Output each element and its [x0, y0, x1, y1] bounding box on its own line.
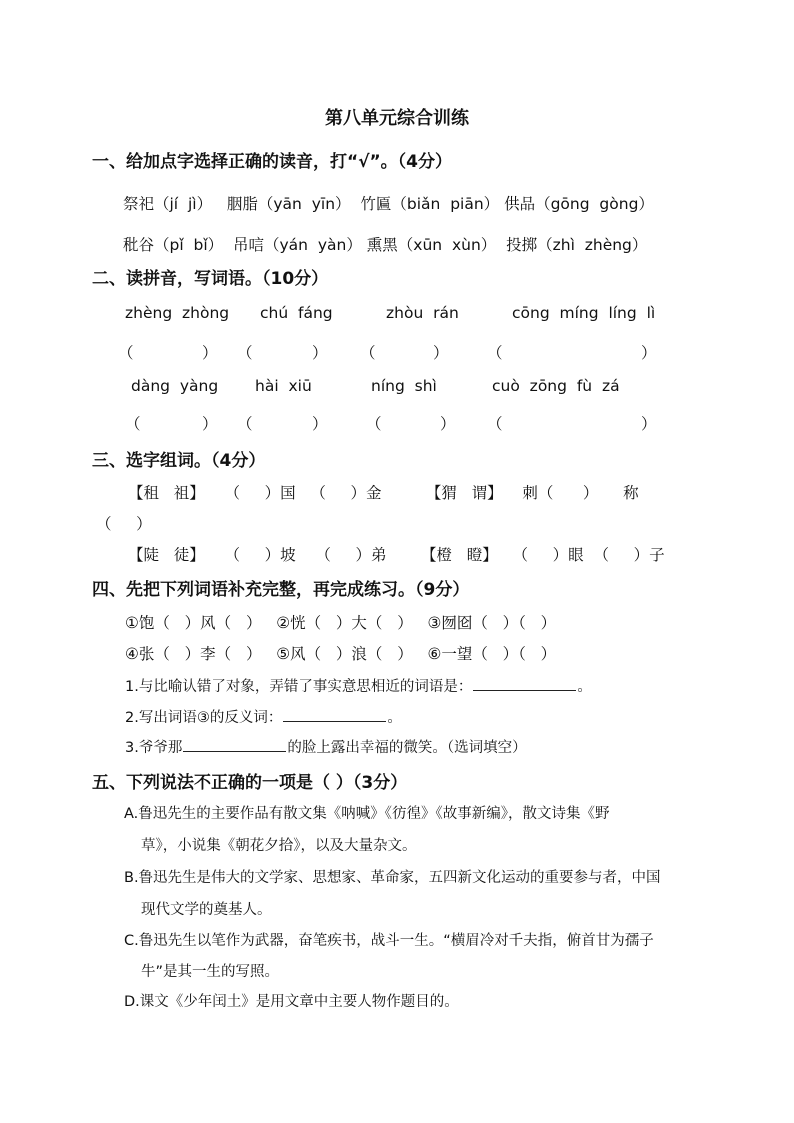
- question-3-text: 3.爷爷那: [125, 740, 183, 756]
- section-3-line-1: 【租 祖】 （ ）国 （ ）金 【猬 谓】 刺（ ） 称: [128, 484, 639, 502]
- section-4-words-2: ④张（ ）李（ ） ⑤风（ ）浪（ ） ⑥一望（ ）（ ）: [125, 645, 557, 663]
- answer-paren-close: ）: [641, 344, 657, 362]
- question-1-text: 1.与比喻认错了对象，弄错了事实意思相近的词语是：: [125, 679, 473, 695]
- answer-paren-close: ）: [202, 344, 218, 362]
- option-b-line-2: 现代文学的奠基人。: [141, 902, 272, 918]
- answer-paren-close: ）: [312, 344, 328, 362]
- question-3-end: 的脸上露出幸福的微笑。（选词填空）: [287, 740, 527, 756]
- answer-paren-open: （: [118, 344, 134, 362]
- section-1-line-2: 秕谷（pǐ bǐ） 吊唁（yán yàn） 熏黑（xūn xùn） 投掷（zhì zhèng）: [123, 236, 648, 254]
- answer-paren-open: （: [366, 415, 382, 433]
- section-4-heading: 四、先把下列词语补充完整，再完成练习。（9分）: [92, 580, 470, 600]
- section-1-heading: 一、给加点字选择正确的读音，打“√”。（4分）: [92, 152, 453, 172]
- answer-paren-open: （: [237, 344, 253, 362]
- option-a-line-2: 草》，小说集《朝花夕拾》，以及大量杂文。: [141, 838, 417, 854]
- answer-paren-open: （: [487, 344, 503, 362]
- question-1: [125, 675, 592, 696]
- section-4-words-1: ①饱（ ）风（ ） ②恍（ ）大（ ） ③囫囵（ ）（ ）: [125, 614, 557, 632]
- answer-paren-close: ）: [312, 415, 328, 433]
- option-a-line-1: A.鲁迅先生的主要作品有散文集《呐喊》《彷徨》《故事新编》，散文诗集《野: [124, 806, 610, 822]
- section-3-heading: 三、选字组词。（4分）: [92, 451, 266, 471]
- option-c-line-2: 牛”是其一生的写照。: [141, 964, 280, 980]
- answer-paren-close: ）: [202, 415, 218, 433]
- answer-paren-open: （: [237, 415, 253, 433]
- pinyin-3: zhòu rán: [386, 304, 459, 322]
- answer-paren-open: （: [360, 344, 376, 362]
- page-title: 第八单元综合训练: [325, 108, 469, 129]
- pinyin-2: chú fáng: [260, 304, 333, 322]
- option-b-line-1: B.鲁迅先生是伟大的文学家、思想家、革命家，五四新文化运动的重要参与者，中国: [124, 870, 661, 886]
- section-3-line-1-wrap: （ ）: [96, 515, 152, 533]
- pinyin-6: hài xiū: [255, 377, 312, 395]
- question-3: [125, 736, 527, 757]
- section-1-line-1: 祭祀（jí jì） 胭脂（yān yīn） 竹匾（biǎn piān） 供品（gōng gòng）: [123, 195, 654, 213]
- answer-blank[interactable]: [183, 736, 286, 752]
- pinyin-8: cuò zōng fù zá: [492, 377, 620, 395]
- answer-paren-open: （: [125, 415, 141, 433]
- pinyin-4: cōng míng líng lì: [512, 304, 656, 322]
- pinyin-7: níng shì: [371, 377, 437, 395]
- question-2: [125, 706, 402, 727]
- section-3-line-2: 【陡 徒】 （ ）坡 （ ）弟 【橙 瞪】 （ ）眼 （ ）子: [128, 546, 665, 564]
- answer-blank[interactable]: [473, 675, 576, 691]
- section-5-heading: 五、下列说法不正确的一项是（ ）（3分）: [92, 773, 408, 793]
- pinyin-5: dàng yàng: [131, 377, 219, 395]
- option-c-line-1: C.鲁迅先生以笔作为武器，奋笔疾书，战斗一生。“横眉冷对千夫指，俯首甘为孺子: [124, 933, 654, 949]
- question-2-text: 2.写出词语③的反义词：: [125, 710, 283, 726]
- answer-paren-close: ）: [440, 415, 456, 433]
- question-1-end: 。: [577, 679, 592, 695]
- answer-paren-close: ）: [433, 344, 449, 362]
- answer-blank[interactable]: [283, 706, 386, 722]
- section-2-heading: 二、读拼音，写词语。（10分）: [92, 269, 329, 289]
- question-2-end: 。: [387, 710, 402, 726]
- pinyin-1: zhèng zhòng: [125, 304, 230, 322]
- answer-paren-open: （: [487, 415, 503, 433]
- answer-paren-close: ）: [641, 415, 657, 433]
- option-d: D.课文《少年闰土》是用文章中主要人物作题目的。: [124, 994, 459, 1010]
